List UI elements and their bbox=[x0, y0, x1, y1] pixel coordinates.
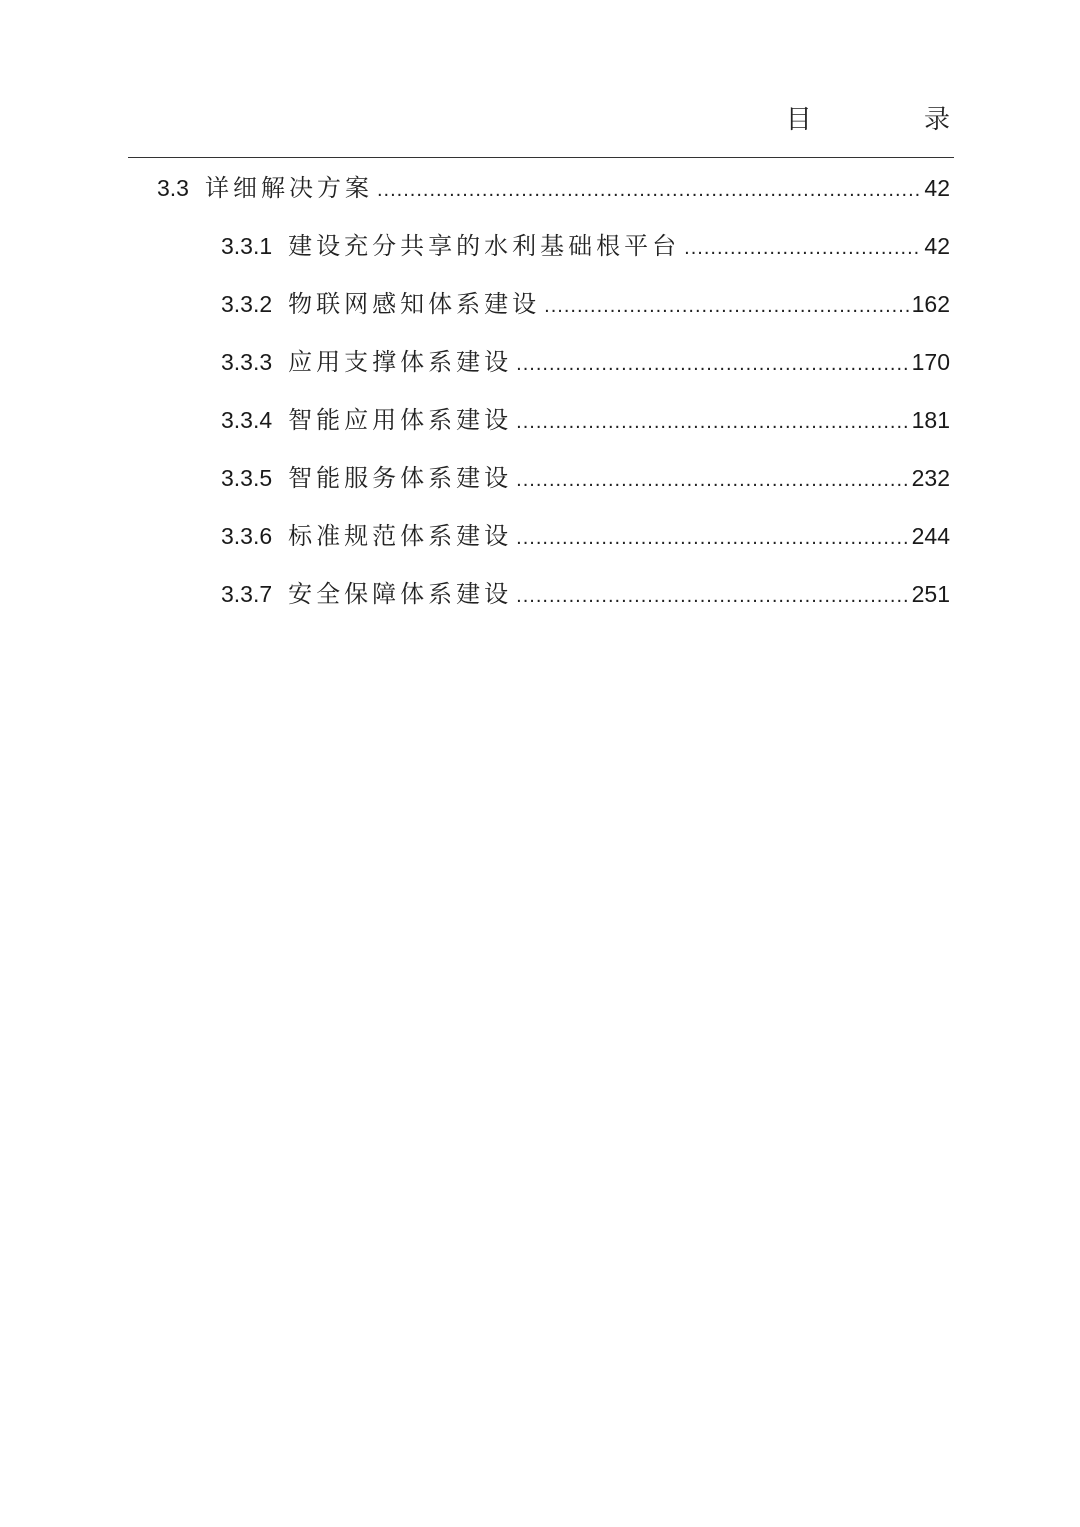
toc-entry-3-3-5[interactable] bbox=[221, 456, 950, 500]
dot-leader bbox=[516, 458, 909, 502]
dot-leader bbox=[684, 226, 922, 270]
toc-entry-3-3-6[interactable] bbox=[221, 514, 950, 558]
toc-entry-number: 3.3.2 bbox=[221, 291, 273, 317]
toc-entry-number: 3.3.6 bbox=[221, 523, 273, 549]
toc-entry-number: 3.3.1 bbox=[221, 233, 273, 259]
toc-entry-3-3-7[interactable] bbox=[221, 572, 950, 616]
toc-entry-page: 162 bbox=[911, 291, 950, 317]
toc-entry-page: 170 bbox=[911, 349, 950, 375]
toc-entry-number: 3.3.4 bbox=[221, 407, 273, 433]
dot-leader bbox=[516, 516, 909, 560]
toc-entry-page: 251 bbox=[911, 581, 950, 607]
toc-entry-title: 建设充分共享的水利基础根平台 bbox=[288, 232, 681, 260]
dot-leader bbox=[516, 574, 909, 618]
dot-leader bbox=[516, 400, 909, 444]
dot-leader bbox=[544, 284, 909, 328]
toc-entry-number: 3.3.3 bbox=[221, 349, 273, 375]
toc-entry-number: 3.3.7 bbox=[221, 581, 273, 607]
toc-entry-3-3-4[interactable] bbox=[221, 398, 950, 442]
toc-entry-title: 应用支撑体系建设 bbox=[288, 348, 513, 376]
toc-entry-page: 42 bbox=[924, 175, 950, 201]
toc-entry-3-3[interactable] bbox=[157, 166, 950, 210]
toc-entry-title: 智能应用体系建设 bbox=[288, 406, 513, 434]
toc-entry-3-3-2[interactable] bbox=[221, 282, 950, 326]
page-title: 目 录 bbox=[785, 105, 1002, 135]
toc-entry-number: 3.3.5 bbox=[221, 465, 273, 491]
dot-leader bbox=[377, 168, 922, 212]
toc-entry-title: 安全保障体系建设 bbox=[288, 580, 513, 608]
toc-entry-title: 详细解决方案 bbox=[204, 174, 373, 202]
toc-entry-page: 244 bbox=[911, 523, 950, 549]
dot-leader bbox=[516, 342, 909, 386]
toc-entry-title: 标准规范体系建设 bbox=[288, 522, 513, 550]
toc-entry-title: 智能服务体系建设 bbox=[288, 464, 513, 492]
toc-entry-page: 232 bbox=[911, 465, 950, 491]
toc-entry-3-3-1[interactable] bbox=[221, 224, 950, 268]
toc-entry-3-3-3[interactable] bbox=[221, 340, 950, 384]
toc-entry-page: 42 bbox=[924, 233, 950, 259]
toc-entry-page: 181 bbox=[911, 407, 950, 433]
header-divider bbox=[128, 157, 954, 158]
toc-entry-title: 物联网感知体系建设 bbox=[288, 290, 541, 318]
toc-entry-number: 3.3 bbox=[157, 175, 189, 201]
